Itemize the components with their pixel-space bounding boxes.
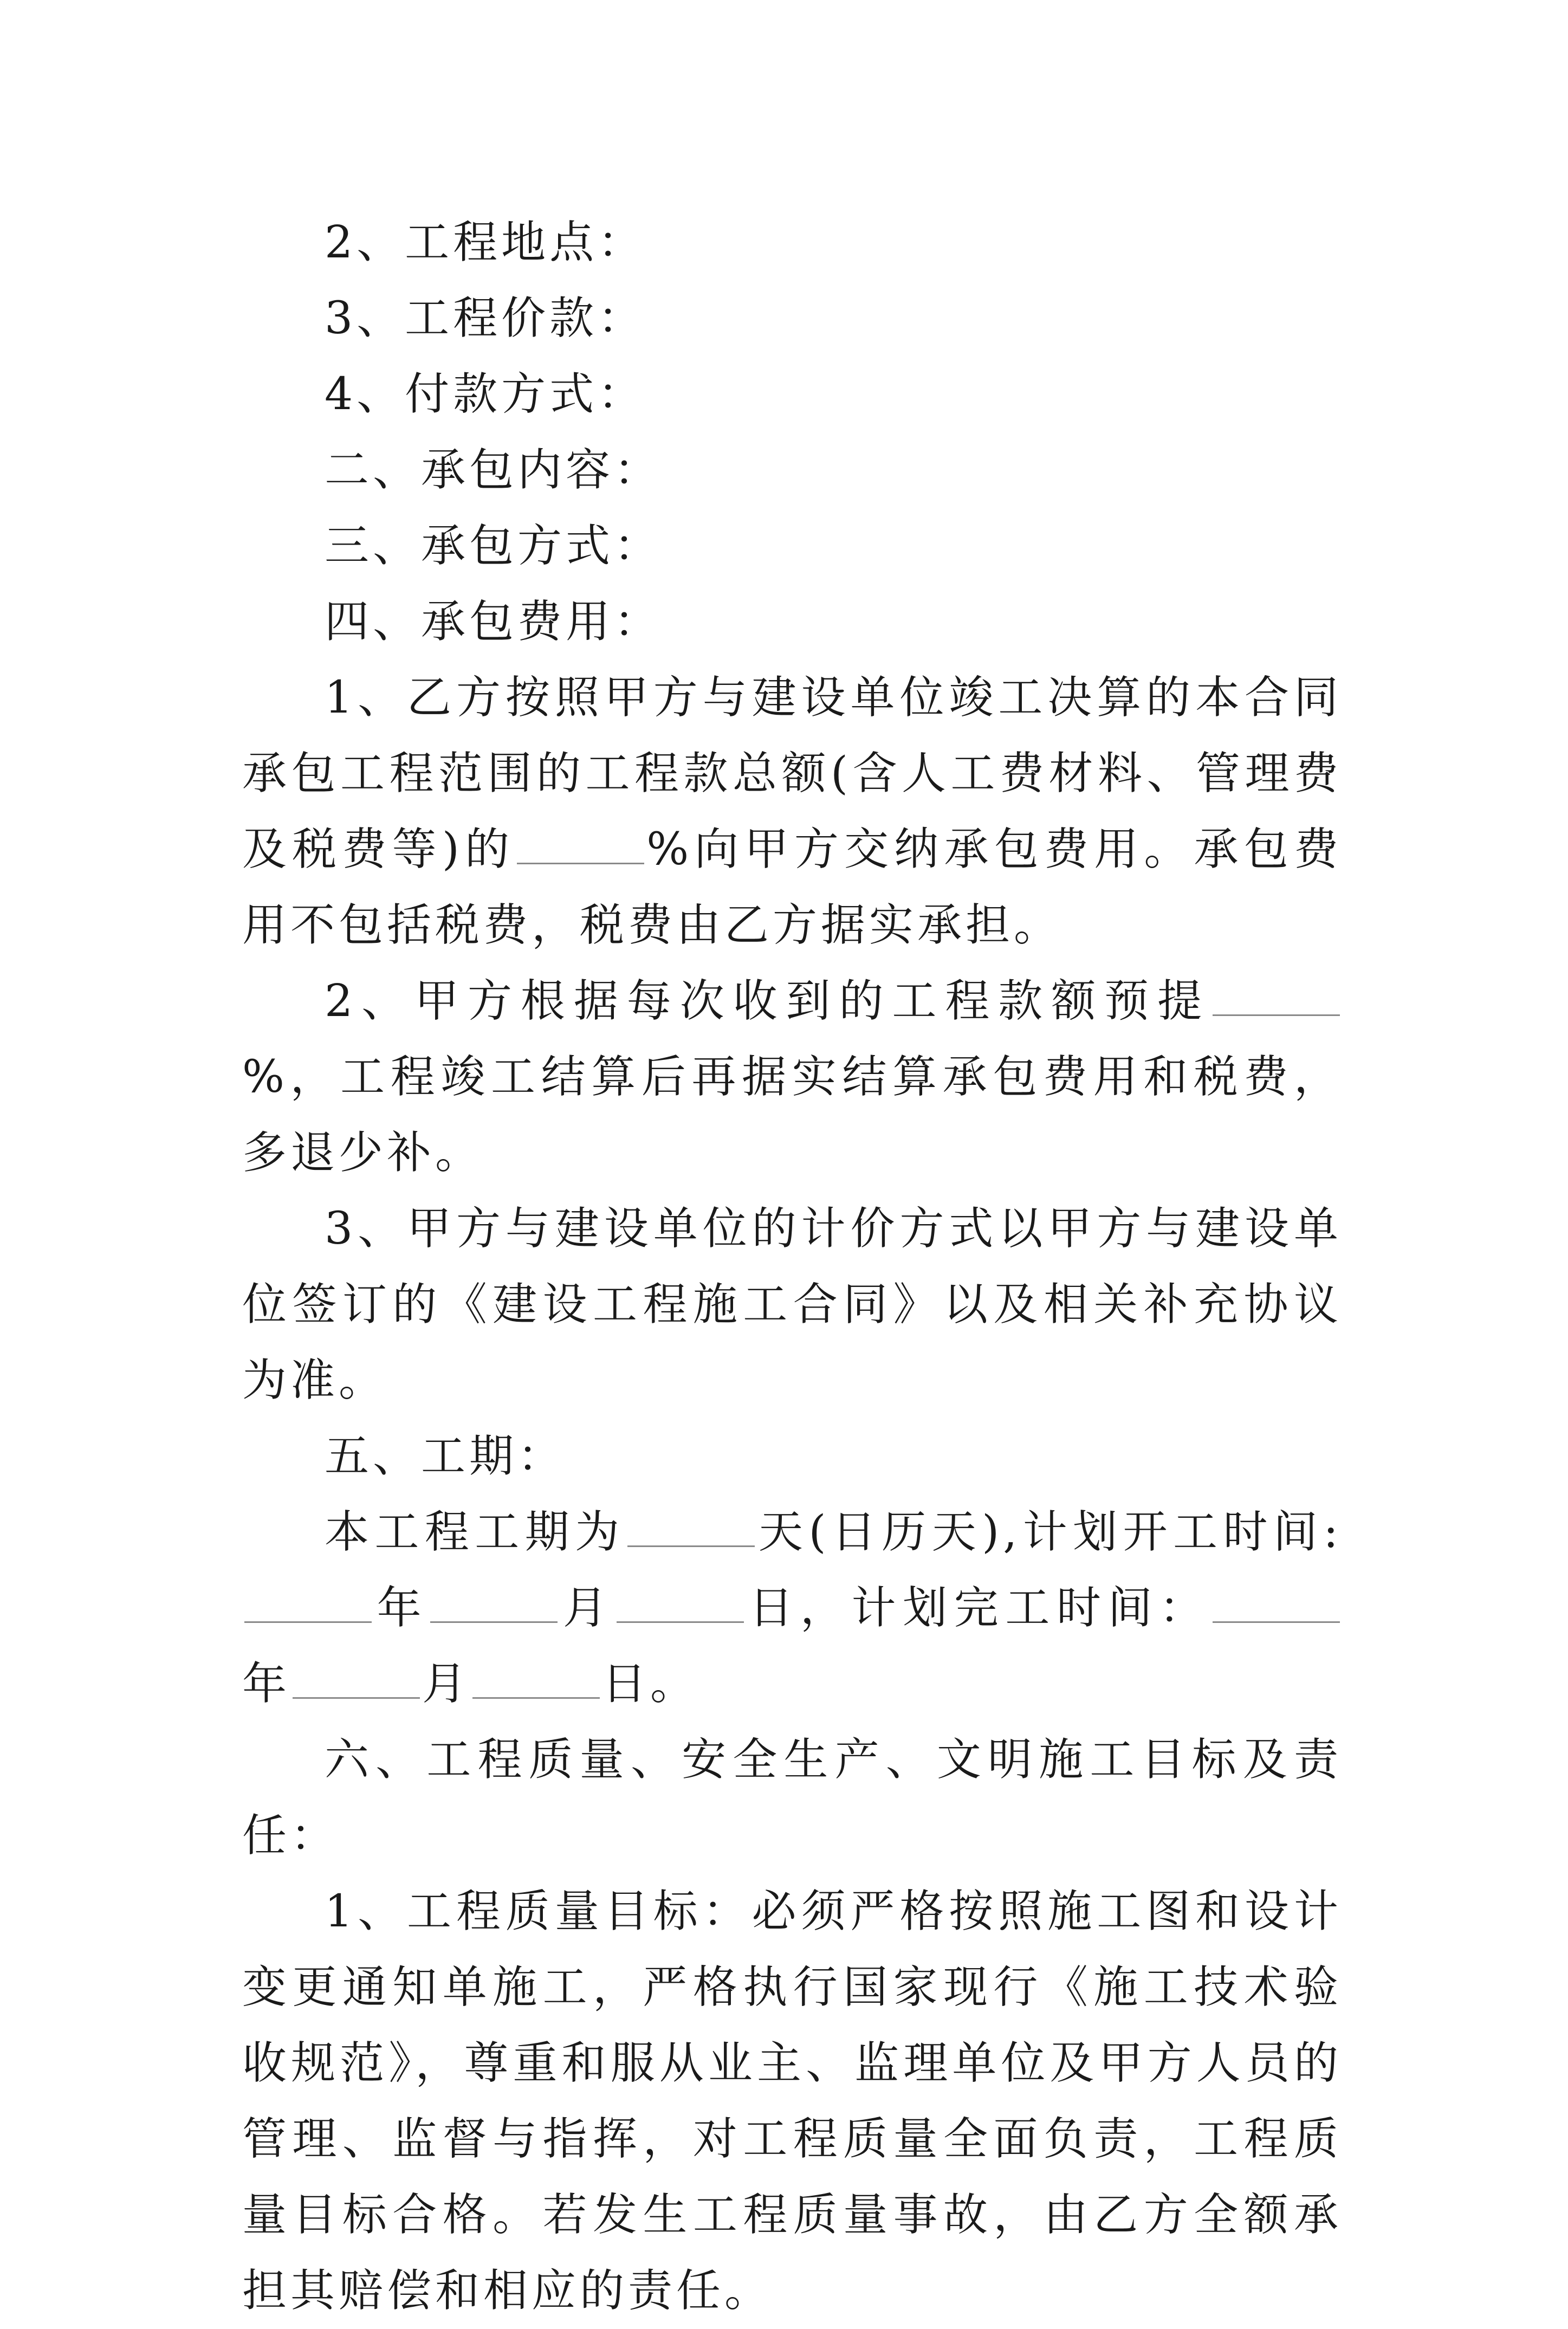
heading-construction-period [242,1419,1342,1495]
fill-in-blank [244,1583,372,1623]
fill-in-blank [430,1583,558,1623]
paragraph-text: 年 [242,1658,291,1710]
paragraph-text: 日，计划完工时间： [746,1582,1210,1634]
paragraph-text: 五、工期： [325,1431,566,1482]
fill-in-blank [627,1508,755,1547]
paragraph-text: %，工程竣工结算后再据实结算承包费用和税费，多退少补。 [242,1051,1342,1179]
paragraph-text: 1、乙方按照甲方与建设单位竣工决算的本合同承包工程范围的工程款总额(含人工费材料、管理费及税费等)的 [242,672,1342,875]
paragraph-text: 2、甲方根据每次收到的工程款额预提 [325,975,1210,1027]
paragraph-fee-clause-3 [242,1191,1342,1419]
heading-contract-fees [242,584,1342,660]
paragraph-fee-clause-2 [242,963,1342,1191]
fill-in-blank [617,1583,744,1623]
paragraph-text: 月 [560,1582,614,1634]
fill-in-blank [472,1659,600,1699]
paragraph-text: 4、付款方式： [325,368,646,420]
paragraph-text: 年 [374,1582,429,1634]
paragraph-text: 本工程工期为 [325,1506,625,1558]
paragraph-project-location [242,205,1342,281]
paragraph-text: 日。 [602,1658,699,1710]
fill-in-blank [1213,1583,1340,1623]
document-body [242,205,1342,2329]
fill-in-blank [517,825,644,864]
paragraph-payment-method [242,357,1342,432]
paragraph-text: 3、工程价款： [325,293,646,344]
paragraph-text: 二、承包内容： [325,444,663,496]
paragraph-quality-target [242,1874,1342,2329]
heading-contract-content [242,432,1342,508]
paragraph-project-price [242,281,1342,357]
paragraph-period-details [242,1495,1342,1722]
fill-in-blank [293,1659,420,1699]
paragraph-text: 天(日历天),计划开工时间: [756,1506,1342,1558]
paragraph-text: 1、工程质量目标：必须严格按照施工图和设计变更通知单施工，严格执行国家现行《施工技术验收规范》，尊重和服从业主、监理单位及甲方人员的管理、监督与指挥，对工程质量全面负责，工程质量目标合格。若发生工程质量事故，由乙方全额承担其赔偿和相应的责任。 [242,1886,1342,2317]
paragraph-text: 2、工程地点： [325,217,646,268]
paragraph-text: %向甲方交纳承包费用。承包费用不包括税费，税费由乙方据实承担。 [242,824,1342,951]
heading-quality-safety [242,1722,1342,1874]
paragraph-text: 四、承包费用： [325,596,663,648]
heading-contract-method [242,508,1342,584]
paragraph-fee-clause-1 [242,660,1342,963]
fill-in-blank [1213,976,1340,1016]
paragraph-text: 月 [422,1658,471,1710]
paragraph-text: 三、承包方式： [325,520,663,572]
paragraph-text: 六、工程质量、安全生产、文明施工目标及责任： [242,1734,1342,1861]
paragraph-text: 3、甲方与建设单位的计价方式以甲方与建设单位签订的《建设工程施工合同》以及相关补充协议为准。 [242,1203,1342,1406]
